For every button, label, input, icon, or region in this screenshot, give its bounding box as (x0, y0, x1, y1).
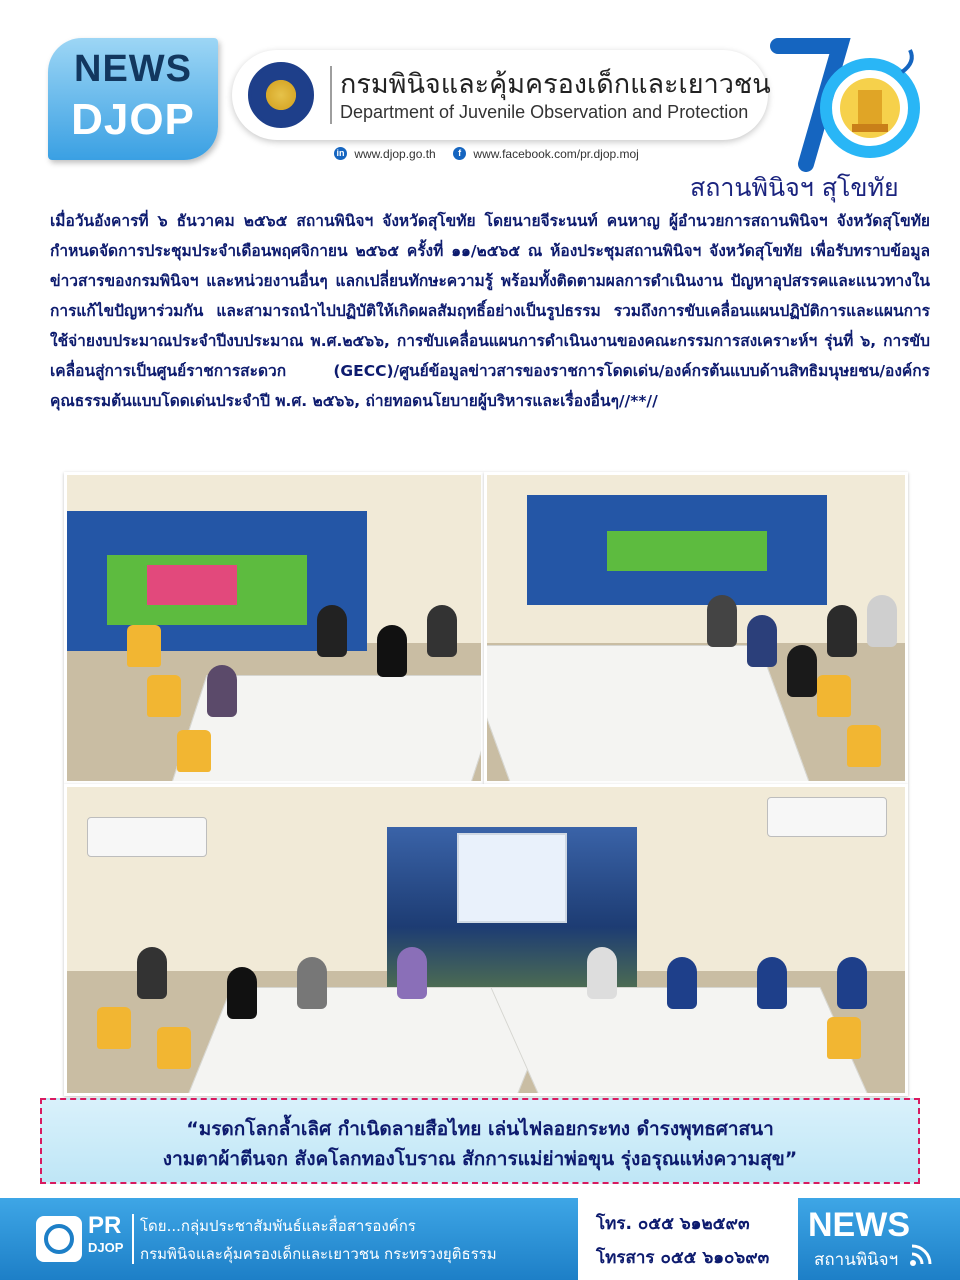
news-footer-sub: สถานพินิจฯ (814, 1250, 899, 1270)
footer-divider (132, 1214, 134, 1264)
pr-sub-label: DJOP (88, 1240, 124, 1255)
contact-links (334, 146, 653, 161)
article-body: เมื่อวันอังคารที่ ๖ ธันวาคม ๒๕๖๕ สถานพินิจฯ จังหวัดสุโขทัย โดยนายจีระนนท์ คนหาญ ผู้อำนวยการสถานพินิจฯ จังหวัดสุโขทัย กำหนดจัดการประชุมประจำเดือนพฤศจิกายน ๒๕๖๕ ครั้งที่ ๑๑/๒๕๖๕ ณ ห้องประชุมสถานพินิจฯ จังหวัดสุโขทัย เพื่อรับทราบข้อมูลข่าวสารของกรมพินิจฯ และหน่วยงานอื่นๆ แลกเปลี่ยนทักษะความรู้ พร้อมทั้งติดตามผลการดำเนินงาน ปัญหาอุปสรรคและแนวทางในการแก้ไขปัญหาร่วมกัน และสามารถนำไปปฏิบัติให้เกิดผลสัมฤทธิ์อย่างเป็นรูปธรรม รวมถึงการขับเคลื่อนแผนปฏิบัติการและแผนการใช้จ่ายงบประมาณประจำปีงบประมาณ พ.ศ.๒๕๖๖, การขับเคลื่อนแผนการดำเนินงานของคณะกรรมการสงเคราะห์ฯ รุ่นที่ ๖, การขับเคลื่อนสู่การเป็นศูนย์ราชการสะดวก (GECC)/ศูนย์ข้อมูลข่าวสารของราชการโดดเด่น/องค์กรต้นแบบด้านสิทธิมนุษยชน/องค์กรคุณธรรมต้นแบบโดดเด่นประจำปี พ.ศ. ๒๕๖๖, ถ่ายทอดนโยบายผู้บริหารและเรื่องอื่นๆ//**// (50, 212, 931, 410)
wifi-icon (908, 1242, 934, 1268)
pr-label: PR (88, 1212, 122, 1239)
camera-icon (36, 1216, 82, 1262)
news-djop-badge (48, 38, 218, 160)
motto-line-2: งามตาผ้าตีนจก สังคโลกทองโบราณ สักการแม่ย่าพ่อขุน รุ่งอรุณแห่งความสุข” (162, 1148, 798, 1170)
banner-divider (330, 66, 332, 124)
page-footer (0, 1198, 960, 1280)
news-footer-label: NEWS (808, 1206, 910, 1244)
website-link[interactable]: www.djop.go.th (354, 146, 436, 161)
emblem-icon (248, 62, 314, 128)
djop-label: DJOP (71, 95, 195, 144)
publisher-line: โดย...กลุ่มประชาสัมพันธ์และสื่อสารองค์กร (140, 1217, 416, 1235)
news-label: NEWS (74, 48, 192, 90)
page-header (0, 0, 960, 200)
telephone-number: โทร. ๐๕๕ ๖๑๒๕๙๓ (596, 1214, 750, 1234)
meeting-photo-1 (64, 472, 484, 784)
meeting-photo-2 (484, 472, 908, 784)
linkedin-icon: in (334, 147, 347, 160)
org-name-english: Department of Juvenile Observation and Protection (340, 102, 749, 122)
fax-number: โทรสาร ๐๕๕ ๖๑๐๖๙๓ (596, 1248, 770, 1268)
motto-line-1: “มรดกโลกล้ำเลิศ กำเนิดลายสือไทย เล่นไฟลอยกระทง ดำรงพุทธศาสนา (186, 1118, 774, 1140)
facebook-link[interactable]: www.facebook.com/pr.djop.moj (473, 146, 639, 161)
facebook-icon: f (453, 147, 466, 160)
org-banner (232, 50, 771, 140)
org-name-thai: กรมพินิจและคุ้มครองเด็กและเยาวชน (340, 69, 771, 100)
department-line: กรมพินิจและคุ้มครองเด็กและเยาวชน กระทรวงยุติธรรม (140, 1245, 497, 1263)
station-name: สถานพินิจฯ สุโขทัย (690, 173, 899, 202)
meeting-photo-3 (64, 784, 908, 1096)
contact-box (578, 1198, 798, 1280)
70th-anniversary-logo (770, 32, 920, 172)
province-motto-box (40, 1098, 920, 1184)
